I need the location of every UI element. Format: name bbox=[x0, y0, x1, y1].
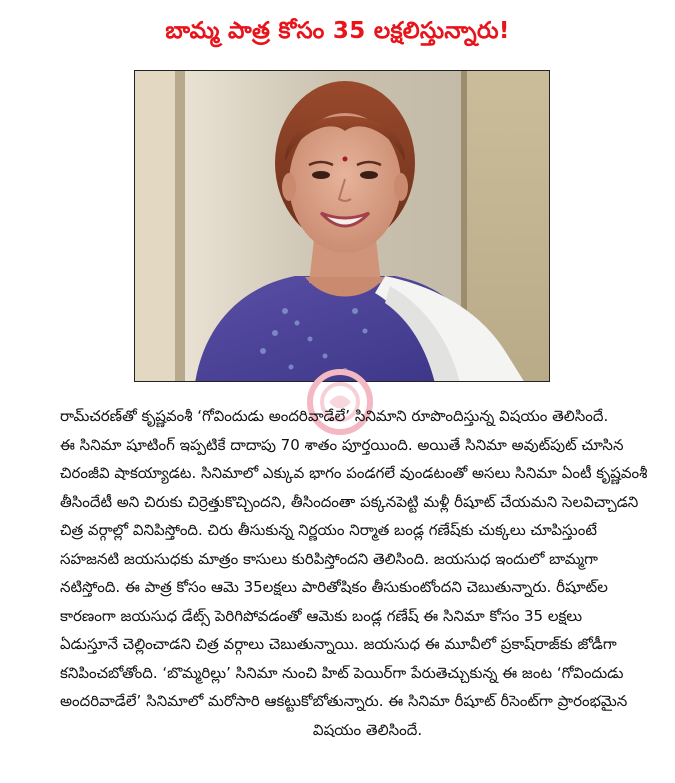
article-line-last: విషయం తెలిసిందే. bbox=[312, 720, 423, 739]
headline: బామ్మ పాత్ర కోసం 35 లక్షలిస్తున్నారు! bbox=[165, 18, 510, 44]
article-line: అందరివాడేలే’ సినిమాలో మరోసారి ఆకట్టుకోబోతున్నారు. ఈ సినిమా రీషూట్ రీసెంట్‌గా ప్రారంభమైన bbox=[60, 692, 628, 710]
article-line: తీసిందేటీ అని చిరుకు చిర్రెత్తుకొచ్చిందని, తీసిందంతా పక్కనపెట్టి మళ్లీ రీషూట్ చేయమని సెలవిచ్చాడని bbox=[60, 492, 639, 511]
article-body bbox=[60, 402, 675, 744]
article-line: చిరంజీవి షాకయ్యాడట. సినిమాలో ఎక్కువ భాగం పండగలే వుండటంతో అసలు సినిమా ఏంటీ కృష్ణవంశీ bbox=[60, 464, 648, 482]
article-line: కారణంగా జయసుధ డేట్స్ పెరిగిపోవడంతో ఆమెకు బండ్ల గణేష్ ఈ సినిమా కోసం 35 లక్షలు bbox=[60, 606, 583, 625]
article-line: ఈ సినిమా షూటింగ్ ఇప్పటికే దాదాపు 70 శాతం పూర్తయింది. అయితే సినిమా అవుట్‌పుట్ చూసిన bbox=[60, 435, 624, 454]
article-line: నటిస్తోంది. ఈ పాత్ర కోసం ఆమె 35లక్షలు పారితోషికం తీసుకుంటోందని చెబుతున్నారు. రీషూట్‌ల bbox=[60, 578, 608, 596]
article-line: రామ్‌చరణ్‌తో కృష్ణవంశీ ‘గోవిందుడు అందరివాడేలే’ సినిమాని రూపొందిస్తున్న విషయం తెలిసిందే. bbox=[60, 407, 609, 425]
article-photo bbox=[134, 70, 550, 382]
article-line: సహజనటి జయసుధకు మాత్రం కాసులు కురిపిస్తోందని తెలిసింది. జయసుధ ఇందులో బామ్మగా bbox=[60, 549, 598, 568]
portrait-illustration bbox=[135, 71, 550, 382]
article-line: ఏడుస్తూనే చెల్లించాడని చిత్ర వర్గాలు చెబుతున్నాయి. జయసుధ ఈ మూవీలో ప్రకాష్‌రాజ్‌కు జోడీగా bbox=[60, 635, 617, 653]
article-line: కనిపించబోతోంది. ‘బొమ్మరిల్లు’ సినిమా నుంచి హిట్ పెయిర్‌గా పేరుతెచ్చుకున్న ఈ జంట ‘గోవిందుడు bbox=[60, 663, 624, 682]
article-line: చిత్ర వర్గాల్లో వినిపిస్తోంది. చిరు తీసుకున్న నిర్ణయం నిర్మాత బండ్ల గణేష్‌కు చుక్కలు చూపిస్తుంటే bbox=[60, 521, 597, 539]
